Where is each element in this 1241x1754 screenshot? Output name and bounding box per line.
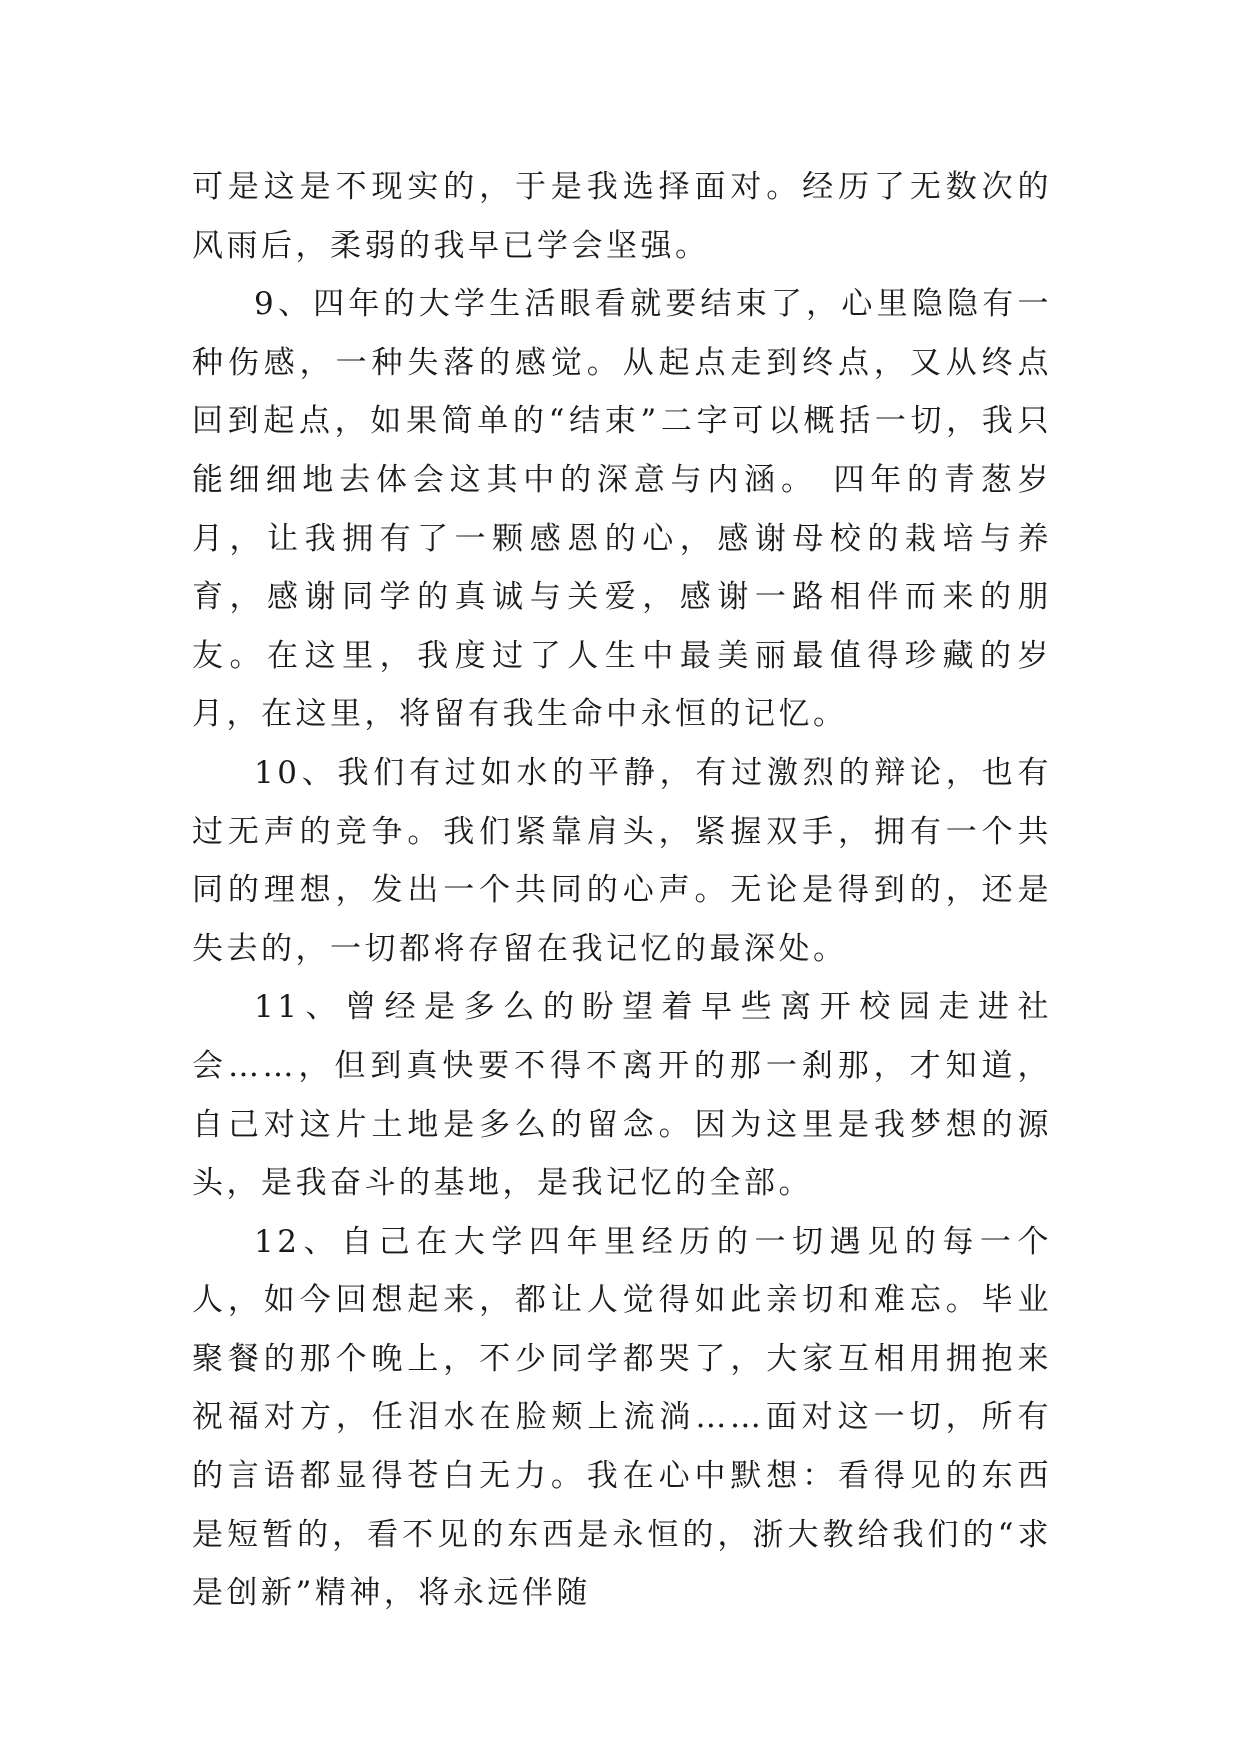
paragraph-continuation: 可是这是不现实的，于是我选择面对。经历了无数次的风雨后，柔弱的我早已学会坚强。 — [192, 169, 1052, 264]
paragraph-item-12: 12、自己在大学四年里经历的一切遇见的每一个人，如今回想起来，都让人觉得如此亲切和难忘。毕业聚餐的那个晚上，不少同学都哭了，大家互相用拥抱来祝福对方，任泪水在脸颊上流淌……面对这一切，所有的言语都显得苍白无力。我在心中默想：看得见的东西是短暂的，看不见的东西是永恒的，浙大教给我们的“求是创新”精神，将永远伴随 — [192, 1223, 1052, 1612]
paragraph-item-10: 10、我们有过如水的平静，有过激烈的辩论，也有过无声的竞争。我们紧靠肩头，紧握双手，拥有一个共同的理想，发出一个共同的心声。无论是得到的，还是失去的，一切都将存留在我记忆的最深处。 — [192, 754, 1052, 967]
paragraph-item-9: 9、四年的大学生活眼看就要结束了，心里隐隐有一种伤感，一种失落的感觉。从起点走到终点，又从终点回到起点，如果简单的“结束”二字可以概括一切，我只能细细地去体会这其中的深意与内涵。 四年的青葱岁月，让我拥有了一颗感恩的心，感谢母校的栽培与养育，感谢同学的真诚与关爱，感谢一路相伴而来的朋友。在这里，我度过了人生中最美丽最值得珍藏的岁月，在这里，将留有我生命中永恒的记忆。 — [192, 286, 1052, 733]
paragraph-item-11: 11、曾经是多么的盼望着早些离开校园走进社会……，但到真快要不得不离开的那一刹那，才知道，自己对这片土地是多么的留念。因为这里是我梦想的源头，是我奋斗的基地，是我记忆的全部。 — [192, 989, 1052, 1202]
body-text — [192, 158, 1052, 1623]
